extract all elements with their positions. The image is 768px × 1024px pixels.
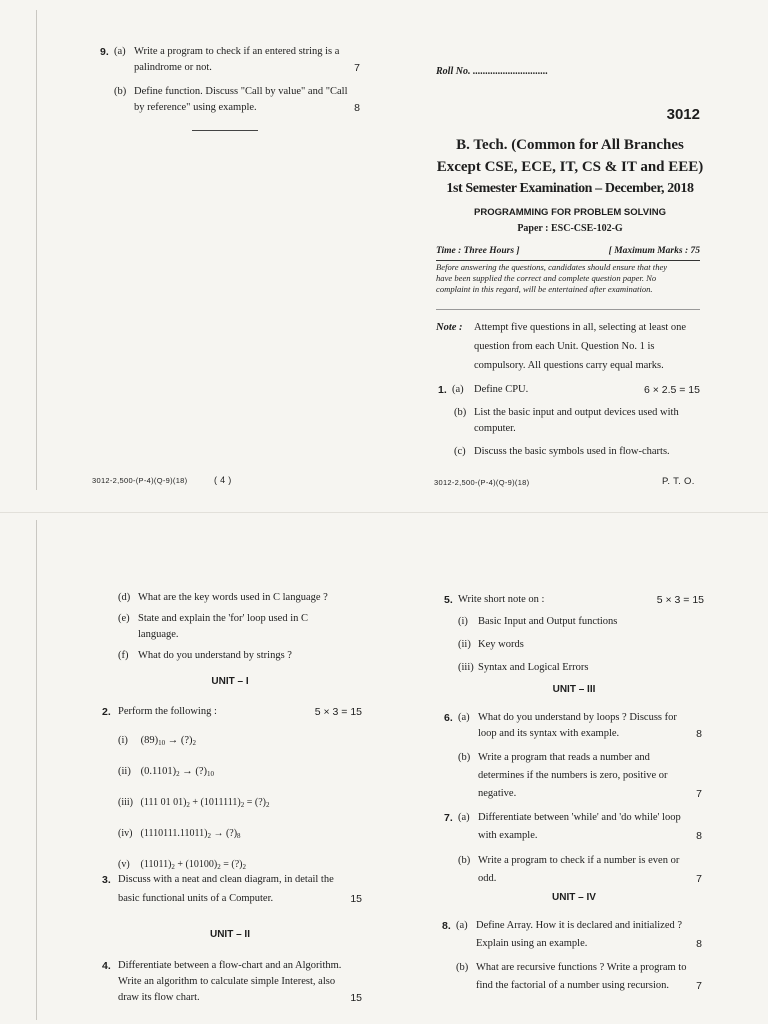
- question-4: [102, 958, 362, 1006]
- exam-title: [430, 134, 710, 200]
- question-8b-marks: 7: [696, 980, 702, 992]
- question-7: [444, 810, 702, 887]
- question-8: [442, 918, 702, 994]
- question-6b-line2: determines if the numbers is zero, positive or: [478, 770, 668, 781]
- part-v-mid: + (10100): [174, 859, 218, 870]
- question-6b-line3: negative.: [478, 788, 517, 799]
- question-7b-label: (b): [458, 855, 471, 866]
- part-ii-sub2: 10: [207, 770, 215, 778]
- question-1e-line1: State and explain the 'for' loop used in C: [138, 613, 308, 624]
- note-line3: compulsory. All questions carry equal marks.: [474, 360, 664, 371]
- subject-name: PROGRAMMING FOR PROBLEM SOLVING: [474, 207, 666, 218]
- maximum-marks: [ Maximum Marks : 75: [608, 246, 700, 256]
- footer-left-code: 3012-2,500-(P-4)(Q-9)(18): [92, 476, 188, 485]
- part-iii-sub3: 2: [266, 801, 270, 809]
- part-iii-mid: + (1011111): [189, 797, 241, 808]
- part-v-end: = (?): [220, 859, 243, 870]
- question-5-marks: 5 × 3 = 15: [656, 594, 704, 606]
- q5-part-i-label: (i): [458, 616, 468, 627]
- question-6a-line1: What do you understand by loops ? Discuss for: [478, 712, 677, 723]
- question-4-line2: Write an algorithm to calculate simple Interest, also: [118, 976, 336, 987]
- question-6b-marks: 7: [696, 788, 702, 800]
- footer-left-page: ( 4 ): [214, 475, 232, 485]
- question-9b-text: [134, 84, 360, 116]
- question-9: [100, 44, 360, 116]
- end-rule: [192, 130, 258, 131]
- question-8-number: 8.: [442, 920, 451, 932]
- question-4-line1: Differentiate between a flow-chart and an Algorithm.: [118, 960, 342, 971]
- question-2-part-ii: [118, 764, 362, 782]
- instructions: [436, 262, 706, 295]
- question-5-text: Write short note on :: [458, 594, 545, 605]
- instruction-line2: have been supplied the correct and complete question paper. No: [436, 273, 657, 283]
- part-i-label: (i): [118, 735, 128, 746]
- part-i-base: (89): [140, 735, 159, 746]
- question-8b-line1: What are recursive functions ? Write a program to: [476, 962, 687, 973]
- question-9a-line2: palindrome or not.: [134, 62, 212, 73]
- question-7b-marks: 7: [696, 873, 702, 885]
- question-6b-line1: Write a program that reads a number and: [478, 752, 650, 763]
- part-iii-label: (iii): [118, 797, 133, 808]
- question-3-line1: Discuss with a neat and clean diagram, in detail the: [118, 874, 334, 885]
- question-6b-label: (b): [458, 752, 471, 763]
- question-1a-text: Define CPU.: [474, 384, 529, 395]
- question-6: [444, 710, 702, 802]
- instruction-line1: Before answering the questions, candidates should ensure that they: [436, 262, 668, 272]
- question-2-marks: 5 × 3 = 15: [314, 706, 362, 718]
- unit-1-heading: UNIT – I: [211, 676, 249, 687]
- question-3: [102, 872, 362, 907]
- question-1-number: 1.: [438, 384, 447, 396]
- question-7a-line1: Differentiate between 'while' and 'do while' loop: [478, 812, 681, 823]
- question-3-line2: basic functional units of a Computer.: [118, 893, 274, 904]
- paper-code: 3012: [666, 106, 700, 123]
- part-ii-base: (0.1101): [140, 766, 177, 777]
- part-iii-end: = (?): [244, 797, 266, 808]
- unit-4-heading: UNIT – IV: [552, 892, 596, 903]
- question-2-part-iii: [118, 795, 362, 813]
- question-1d-text: What are the key words used in C language ?: [138, 592, 328, 603]
- question-1b-label: (b): [454, 407, 467, 418]
- question-9-number: 9.: [100, 46, 109, 58]
- part-v-sub2: 2: [217, 863, 221, 871]
- part-iii-sub1: 2: [186, 801, 190, 809]
- time-allowed: Time : Three Hours ]: [436, 246, 520, 256]
- question-1f-label: (f): [118, 650, 129, 661]
- left-margin-line-top: [36, 10, 37, 490]
- question-9a-text: [134, 44, 360, 76]
- part-i-sub1: 10: [158, 739, 166, 747]
- part-iv-base: (1110111.11011): [140, 828, 208, 839]
- question-9b-line2: by reference" using example.: [134, 102, 257, 113]
- part-iv-sub1: 2: [207, 832, 211, 840]
- left-margin-line-bottom: [36, 520, 37, 1020]
- question-9b-line1: Define function. Discuss "Call by value" and "Call: [134, 86, 348, 97]
- note-line1: Attempt five questions in all, selecting at least one: [474, 322, 686, 333]
- part-ii-label: (ii): [118, 766, 131, 777]
- part-iv-label: (iv): [118, 828, 133, 839]
- question-7b-line1: Write a program to check if a number is even or: [478, 855, 680, 866]
- question-5: [444, 592, 704, 676]
- q5-part-ii-text: Key words: [478, 639, 524, 650]
- note-label: Note :: [436, 322, 463, 333]
- question-9a-label: (a): [114, 46, 126, 57]
- question-9b-marks: 8: [354, 102, 360, 114]
- question-3-marks: 15: [350, 893, 362, 905]
- question-2-part-iv: [118, 826, 362, 844]
- part-v-label: (v): [118, 859, 130, 870]
- question-4-marks: 15: [350, 992, 362, 1004]
- question-8a-label: (a): [456, 920, 468, 931]
- instruction-rule: [436, 309, 700, 310]
- question-7a-marks: 8: [696, 830, 702, 842]
- question-1d-label: (d): [118, 592, 131, 603]
- question-6a-line2: loop and its syntax with example.: [478, 728, 620, 739]
- unit-2-heading: UNIT – II: [209, 929, 250, 940]
- question-7a-line2: with example.: [478, 830, 538, 841]
- question-8b-label: (b): [456, 962, 469, 973]
- question-1f-text: What do you understand by strings ?: [138, 650, 292, 661]
- question-1b-line2: computer.: [474, 423, 516, 434]
- question-6-number: 6.: [444, 712, 453, 724]
- question-1e-label: (e): [118, 613, 130, 624]
- page-divider: [0, 512, 768, 513]
- question-7b-line2: odd.: [478, 873, 497, 884]
- part-iv-mid: → (?): [210, 828, 238, 839]
- q5-part-ii-label: (ii): [458, 639, 471, 650]
- title-line1: B. Tech. (Common for All Branches: [456, 137, 684, 153]
- question-5-number: 5.: [444, 594, 453, 606]
- question-1b-line1: List the basic input and output devices used with: [474, 407, 679, 418]
- part-ii-sub1: 2: [176, 770, 180, 778]
- question-1c-text: Discuss the basic symbols used in flow-charts.: [474, 446, 670, 457]
- paper-code-line: Paper : ESC-CSE-102-G: [517, 223, 623, 234]
- question-8b-line2: find the factorial of a number using recursion.: [476, 980, 670, 991]
- question-5-part-ii: [458, 637, 704, 653]
- roll-number: Roll No. ..............................: [436, 66, 548, 77]
- question-8a-line1: Define Array. How it is declared and initialized ?: [476, 920, 683, 931]
- note-line2: question from each Unit. Question No. 1 is: [474, 341, 655, 352]
- question-6a-label: (a): [458, 712, 470, 723]
- question-4-line3: draw its flow chart.: [118, 992, 200, 1003]
- part-v-base: (11011): [140, 859, 172, 870]
- question-1a-label: (a): [452, 384, 464, 395]
- instruction-line3: complaint in this regard, will be entertained after examination.: [436, 284, 653, 294]
- question-3-number: 3.: [102, 874, 111, 886]
- question-1: [438, 382, 700, 460]
- part-iv-sub2: 8: [237, 832, 241, 840]
- question-2-number: 2.: [102, 706, 111, 718]
- part-v-sub3: 2: [242, 863, 246, 871]
- question-5-part-iii: [458, 660, 704, 676]
- title-line2: Except CSE, ECE, IT, CS & IT and EEE): [436, 159, 704, 175]
- question-7-number: 7.: [444, 812, 453, 824]
- question-7a-label: (a): [458, 812, 470, 823]
- part-i-sub2: 2: [192, 739, 197, 747]
- time-line: [436, 246, 700, 256]
- question-9a-line1: Write a program to check if an entered string is a: [134, 46, 340, 57]
- title-line3: 1st Semester Examination – December, 2018: [446, 181, 694, 196]
- note: [436, 320, 700, 374]
- question-5-part-i: [458, 614, 704, 630]
- question-1-continued: [118, 590, 362, 664]
- question-8a-marks: 8: [696, 938, 702, 950]
- question-2-text: Perform the following :: [118, 706, 217, 717]
- question-8a-line2: Explain using an example.: [476, 938, 588, 949]
- question-2-part-i: [118, 733, 362, 751]
- question-4-number: 4.: [102, 960, 111, 972]
- part-iii-base: (111 01 01): [140, 797, 187, 808]
- q5-part-iii-text: Syntax and Logical Errors: [478, 662, 589, 673]
- part-v-sub1: 2: [171, 863, 175, 871]
- footer-right-code: 3012-2,500-(P-4)(Q-9)(18): [434, 478, 530, 487]
- footer-pto: P. T. O.: [662, 476, 695, 487]
- question-6a-marks: 8: [696, 728, 702, 740]
- part-i-mid: → (?): [165, 735, 193, 746]
- question-1-marks: 6 × 2.5 = 15: [643, 384, 700, 396]
- part-ii-mid: → (?): [179, 766, 208, 777]
- question-1e-line2: language.: [138, 629, 179, 640]
- q5-part-iii-label: (iii): [458, 662, 474, 673]
- question-2: [102, 704, 362, 875]
- q5-part-i-text: Basic Input and Output functions: [478, 616, 618, 627]
- unit-3-heading: UNIT – III: [552, 684, 596, 695]
- question-9b-label: (b): [114, 86, 127, 97]
- question-1c-label: (c): [454, 446, 466, 457]
- time-rule: [436, 260, 700, 261]
- part-iii-sub2: 2: [240, 801, 245, 809]
- question-9a-marks: 7: [354, 62, 360, 74]
